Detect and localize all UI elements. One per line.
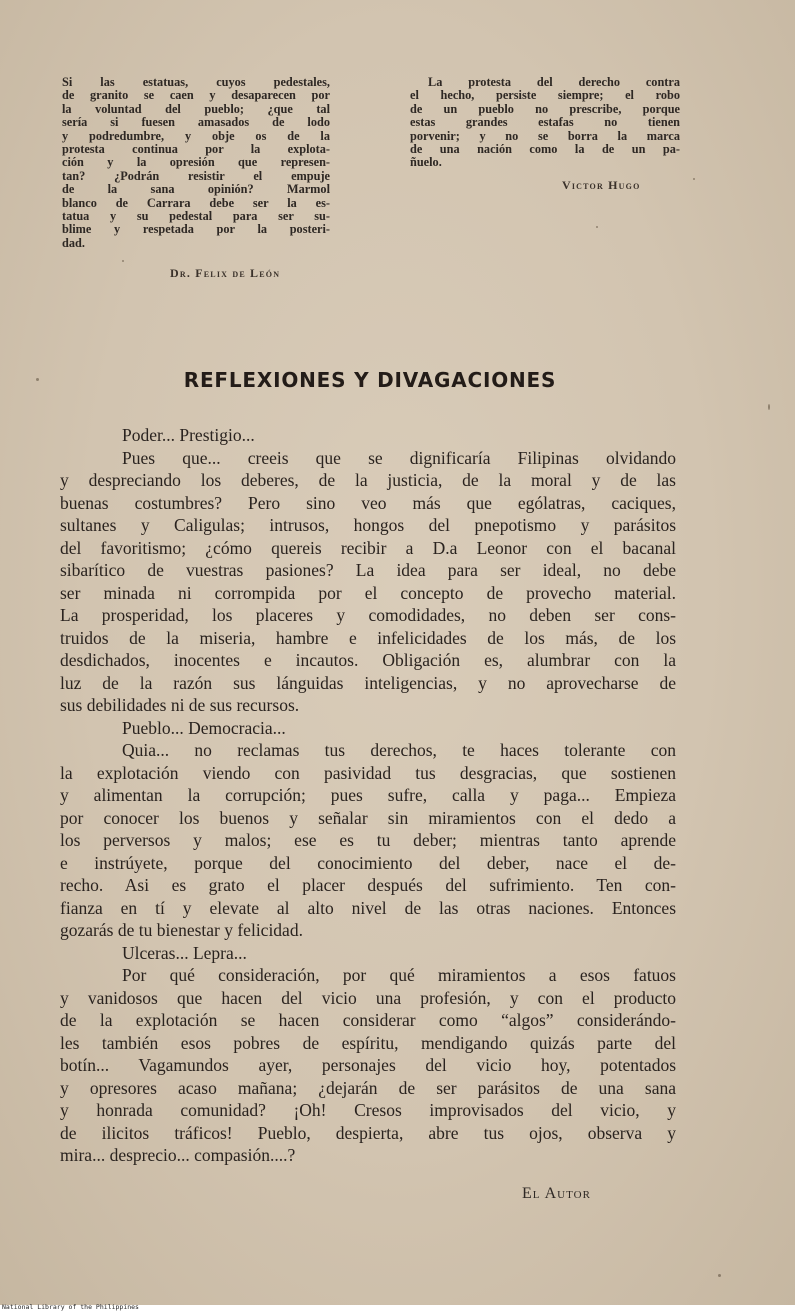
body-line: sus debilidades ni de sus recursos. [60,695,300,715]
epigraph-line: Si las estatuas, cuyos pedestales, [62,75,330,89]
epigraph-line: blime y respetada por la posteri- [62,222,330,237]
body-line: por conocer los buenos y señalar sin miramientos con el dedo a [60,807,676,828]
body-line: los perversos y malos; ese es tu deber; mientras tanto aprende [60,830,676,850]
epigraph-left-text [62,76,330,250]
section-heading: Pueblo... Democracia... [122,717,286,738]
body-line: y despreciando los deberes, de la justicia, de la moral y de las [60,470,676,490]
body-line: ser minada ni corrompida por el concepto de provecho material. [60,582,676,603]
section-heading: Ulceras... Lepra... [122,942,247,963]
speck [768,404,770,410]
epigraph-right-attribution: Victor Hugo [562,178,641,192]
epigraph-line: de la sana opinión? Marmol [62,182,330,197]
epigraph-line: de una nación como la de un pa- [410,142,680,157]
epigraph-line: tatua y su pedestal para ser su- [62,209,330,224]
epigraph-line: la voluntad del pueblo; ¿que tal [62,101,330,116]
body-line: truidos de la miseria, hambre e infelicidades de los más, de los [60,627,676,648]
epigraph-line: blanco de Carrara debe ser la es- [62,195,330,210]
body-line: sultanes y Caligulas; intrusos, hongos del pnepotismo y parásitos [60,515,676,535]
body-line: Quia... no reclamas tus derechos, te haces tolerante con [122,740,676,760]
speck [122,260,124,262]
body-line: Pues que... creeis que se dignificaría Filipinas olvidando [122,447,676,468]
article-body [60,424,676,1167]
body-line: botín... Vagamundos ayer, personajes del vicio hoy, potentados [60,1055,676,1075]
body-line: e instrúyete, porque del conocimiento del deber, nace el de- [60,852,676,873]
body-line: y opresores acaso mañana; ¿dejarán de ser parásitos de una sana [60,1077,676,1098]
epigraph-line: ñuelo. [410,155,442,170]
body-line: La prosperidad, los placeres y comodidades, no deben ser cons- [60,605,676,625]
body-line: y vanidosos que hacen del vicio una profesión, y con el producto [60,987,676,1008]
body-line: de ilicitos tráficos! Pueblo, despierta, abre tus ojos, observa y [60,1122,676,1143]
epigraph-line: protesta continua por la explota- [62,142,330,157]
body-line: y alimentan la corrupción; pues sufre, calla y paga... Empieza [60,785,676,805]
footer-credit: National Library of the Philippines [2,1303,139,1311]
epigraph-line: ción y la opresión que represen- [62,155,330,170]
body-line: Por qué consideración, por qué miramientos a esos fatuos [122,965,676,985]
epigraph-left [62,76,330,250]
epigraph-line: tan? ¿Podrán resistir el empuje [62,168,330,183]
body-line: del favoritismo; ¿cómo quereis recibir a D.a Leonor con el bacanal [60,537,676,558]
speck [596,226,598,228]
epigraph-right-text [410,76,680,170]
epigraph-line: estas grandes estafas no tienen [410,115,680,130]
body-line: fianza en tí y elevate al alto nivel de las otras naciones. Entonces [60,897,676,918]
epigraph-line: el hecho, persiste siempre; el robo [410,88,680,103]
body-line: gozarás de tu bienestar y felicidad. [60,920,303,940]
body-line: recho. Asi es grato el placer después del sufrimiento. Ten con- [60,875,676,895]
speck [693,178,695,180]
body-line: luz de la razón sus lánguidas inteligencias, y no aprovecharse de [60,672,676,693]
body-line: de la explotación se hacen considerar como “algos” considerándo- [60,1010,676,1030]
body-line: sibarítico de vuestras pasiones? La idea para ser ideal, no debe [60,560,676,580]
body-line: les también esos pobres de espíritu, mendigando quizás parte del [60,1032,676,1053]
body-line: desdichados, inocentes e incautos. Obligación es, alumbrar con la [60,650,676,670]
section-heading: Poder... Prestigio... [122,425,255,445]
body-line: buenas costumbres? Pero sino veo más que ególatras, caciques, [60,492,676,513]
epigraph-left-attribution: Dr. Felix de León [170,266,281,280]
epigraph-line: porvenir; y no se borra la marca [410,128,680,143]
epigraph-line: de un pueblo no prescribe, porque [410,101,680,116]
epigraph-line: dad. [62,235,85,250]
epigraph-line: de granito se caen y desaparecen por [62,88,330,103]
epigraph-line: sería si fuesen amasados de lodo [62,115,330,130]
body-line: y honrada comunidad? ¡Oh! Cresos improvisados del vicio, y [60,1100,676,1120]
body-line: mira... desprecio... compasión....? [60,1145,296,1165]
article-author: El Autor [522,1185,591,1202]
epigraph-line: La protesta del derecho contra [428,75,680,89]
article-title: REFLEXIONES Y DIVAGACIONES [183,368,557,392]
body-line: la explotación viendo con pasividad tus desgracias, que sostienen [60,762,676,783]
epigraph-line: y podredumbre, y obje os de la [62,128,330,143]
epigraph-right [410,76,680,170]
speck [718,1274,721,1277]
